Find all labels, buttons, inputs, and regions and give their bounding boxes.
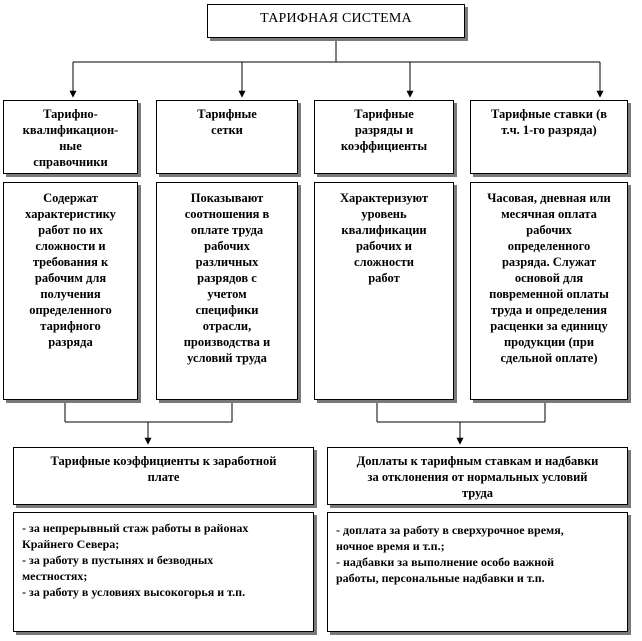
bottom-right-header: Доплаты к тарифным ставкам и надбавки за отклонения от нормальных условий труда [356, 454, 599, 500]
list-item: - надбавки за выполнение особо важной работы, персональные надбавки и т.п. [336, 555, 555, 585]
list-item: - доплата за работу в сверхурочное время, ночное время и т.п.; [336, 523, 564, 553]
column-2-header: Тарифные сетки [197, 107, 257, 137]
list-item: - за работу в пустынях и безводных местностях; [22, 553, 214, 583]
column-4-header: Тарифные ставки (в т.ч. 1-го разряда) [491, 107, 607, 137]
column-4-description: Часовая, дневная или месячная оплата рабочих определенного разряда. Служат основой для повременной оплаты труда и определения расценки за единицу продукции (при сдельной оплате) [487, 191, 611, 365]
title-text: ТАРИФНАЯ СИСТЕМА [260, 11, 412, 26]
column-1-description: Содержат характеристику работ по их сложности и требования к рабочим для получения определенного тарифного разряда [25, 191, 116, 349]
column-3-description: Характеризуют уровень квалификации рабочих и сложности работ [339, 191, 429, 285]
bottom-left-list [22, 520, 307, 600]
column-2-description: Показывают соотношения в оплате труда рабочих различных разрядов с учетом специфики отрасли, производства и условий труда [183, 191, 271, 365]
column-3-header: Тарифные разряды и коэффициенты [340, 107, 428, 153]
bottom-right-list [336, 522, 621, 586]
list-item: - за работу в условиях высокогорья и т.п. [22, 585, 246, 599]
column-1-header: Тарифно- квалификацион- ные справочники [22, 107, 119, 169]
bottom-left-header: Тарифные коэффициенты к заработной плате [50, 454, 277, 484]
list-item: - за непрерывный стаж работы в районах Крайнего Севера; [22, 521, 249, 551]
